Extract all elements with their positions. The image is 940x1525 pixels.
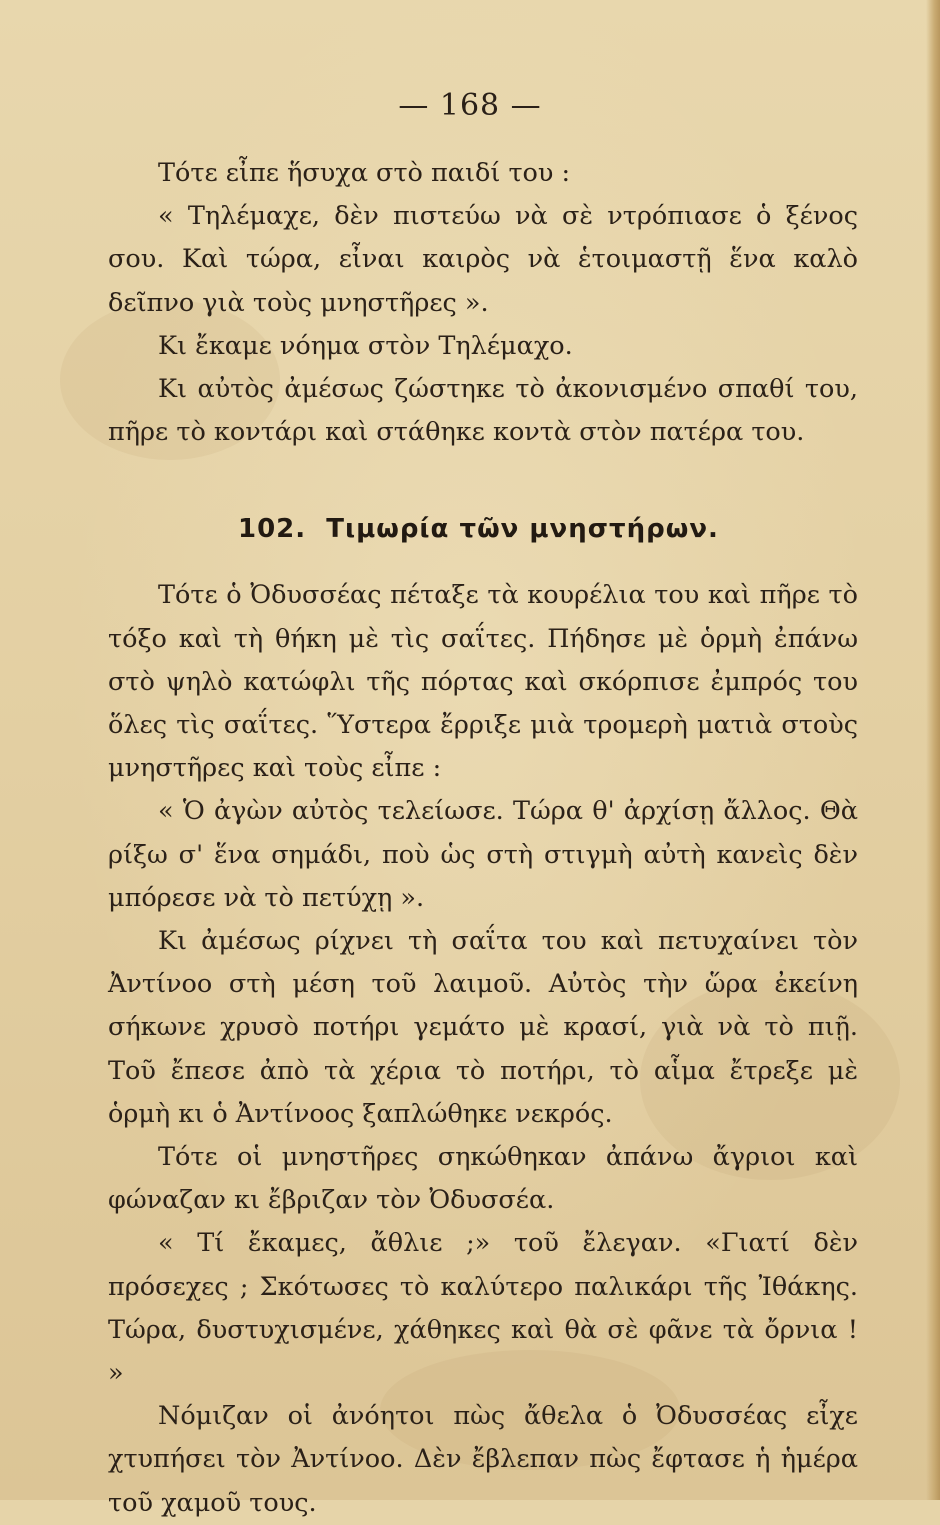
paragraph: Κι ἀμέσως ρίχνει τὴ σαΐτα του καὶ πετυχαίνει τὸν Ἀντίνοο στὴ μέση τοῦ λαιμοῦ. Αὐτὸς τὴν ὥρα ἐκείνη σήκωνε χρυσὸ ποτήρι γεμάτο μὲ κρασί, γιὰ νὰ τὸ πιῇ. Τοῦ ἔπεσε ἀπὸ τὰ χέρια τὸ ποτήρι, τὸ αἷμα ἔτρεξε μὲ ὁρμὴ κι ὁ Ἀντίνοος ξαπλώθηκε νεκρός. — [108, 926, 858, 1129]
paragraph: Νόμιζαν οἱ ἀνόητοι πὼς ἄθελα ὁ Ὀδυσσέας εἶχε χτυπήσει τὸν Ἀντίνοο. Δὲν ἔβλεπαν πὼς ἔφτασε ἡ ἡμέρα τοῦ χαμοῦ τους. — [108, 1401, 858, 1518]
paragraph: Τότε ὁ Ὀδυσσέας πέταξε τὰ κουρέλια του καὶ πῆρε τὸ τόξο καὶ τὴ θήκη μὲ τὶς σαΐτες. Πήδησε μὲ ὁρμὴ ἐπάνω στὸ ψηλὸ κατώφλι τῆς πόρτας καὶ σκόρπισε ἐμπρός του ὅλες τὶς σαΐτες. Ὕστερα ἔρριξε μιὰ τρομερὴ ματιὰ στοὺς μνηστῆρες καὶ τοὺς εἶπε : — [108, 580, 858, 784]
paragraph: « Ὁ ἀγὼν αὐτὸς τελείωσε. Τώρα θ' ἀρχίσῃ ἄλλος. Θὰ ρίξω σ' ἕνα σημάδι, ποὺ ὡς στὴ στιγμὴ αὐτὴ κανεὶς δὲν μπόρεσε νὰ τὸ πετύχῃ ». — [108, 796, 858, 913]
page-edge — [926, 0, 940, 1500]
body-text — [108, 152, 858, 1525]
paragraph: Τότε εἶπε ἥσυχα στὸ παιδί του : — [158, 158, 571, 188]
paragraph: Τότε οἱ μνηστῆρες σηκώθηκαν ἀπάνω ἄγριοι καὶ φώναζαν κι ἔβριζαν τὸν Ὀδυσσέα. — [108, 1142, 858, 1216]
section-title: Τιμωρία τῶν μνηστήρων. — [326, 514, 719, 545]
page-number: — 168 — — [398, 88, 542, 123]
section-heading — [238, 514, 858, 544]
section-number: 102. — [238, 514, 307, 545]
paragraph: Κι ἔκαμε νόημα στὸν Τηλέμαχο. — [158, 330, 573, 361]
paragraph: « Τί ἔκαμες, ἄθλιε ;» τοῦ ἔλεγαν. «Γιατί δὲν πρόσεχες ; Σκότωσες τὸ καλύτερο παλικάρι τῆς Ἰθάκης. Τώρα, δυστυχισμένε, χάθηκες καὶ θὰ σὲ φᾶνε τὰ ὄρνια ! » — [108, 1228, 858, 1389]
paragraph: « Τηλέμαχε, δὲν πιστεύω νὰ σὲ ντρόπιασε ὁ ξένος σου. Καὶ τώρα, εἶναι καιρὸς νὰ ἑτοιμαστῇ ἕνα καλὸ δεῖπνο γιὰ τοὺς μνηστῆρες ». — [108, 201, 858, 318]
paragraph: Κι αὐτὸς ἀμέσως ζώστηκε τὸ ἀκονισμένο σπαθί του, πῆρε τὸ κοντάρι καὶ στάθηκε κοντὰ στὸν πατέρα του. — [108, 374, 858, 448]
